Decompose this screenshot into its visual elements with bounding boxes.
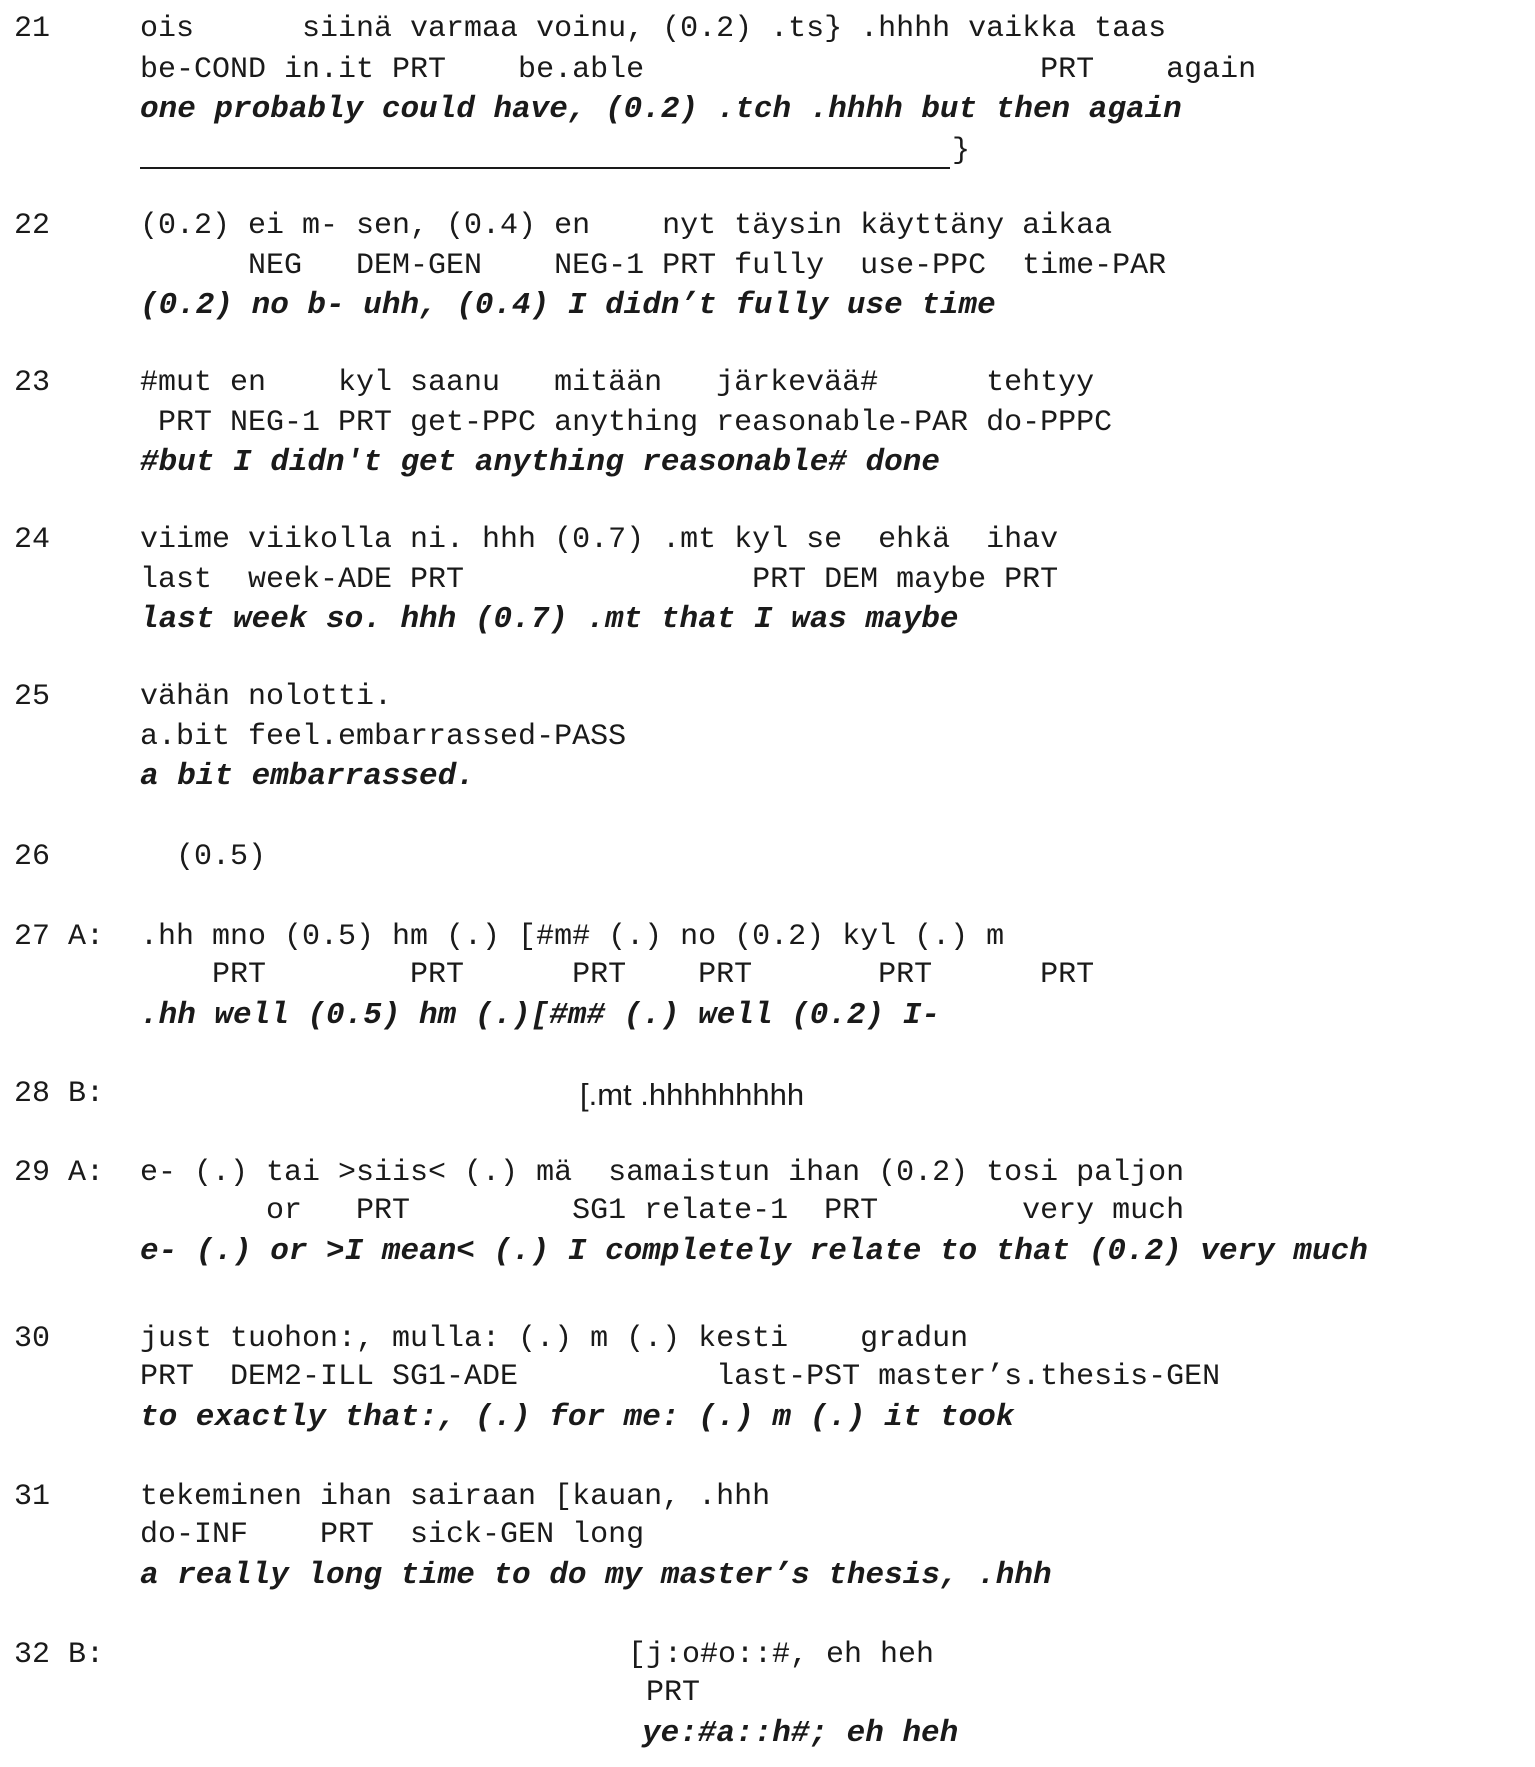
line-original: vähän nolotti. xyxy=(140,680,393,714)
line-original: just tuohon:, mulla: (.) m (.) kesti gradun xyxy=(140,1322,969,1356)
line-original: ois siinä varmaa voinu, (0.2) .ts} .hhhh vaikka taas xyxy=(140,12,1167,46)
line-original: tekeminen ihan sairaan [kauan, .hhh xyxy=(140,1480,771,1514)
line-number: 24 xyxy=(14,523,51,557)
line-translation: ye:#a::h#; eh heh xyxy=(642,1716,959,1751)
line-gloss: be-COND in.it PRT be.able PRT again xyxy=(140,53,1257,87)
line-number: 29 A: xyxy=(14,1156,105,1190)
line-gloss: PRT DEM2-ILL SG1-ADE last-PST master’s.thesis-GEN xyxy=(140,1360,1221,1394)
line-gloss: or PRT SG1 relate-1 PRT very much xyxy=(140,1194,1185,1228)
line-original: .hh mno (0.5) hm (.) [#m# (.) no (0.2) kyl (.) m xyxy=(140,920,1005,954)
overlap-underline xyxy=(140,167,950,169)
line-translation: last week so. hhh (0.7) .mt that I was maybe xyxy=(140,602,959,637)
line-translation: (0.2) no b- uhh, (0.4) I didn’t fully use time xyxy=(140,288,996,323)
line-original: (0.2) ei m- sen, (0.4) en nyt täysin käyttäny aikaa xyxy=(140,209,1113,243)
line-gloss: last week-ADE PRT PRT DEM maybe PRT xyxy=(140,563,1059,597)
line-gloss: PRT PRT PRT PRT PRT PRT xyxy=(140,958,1095,992)
brace-mark: } xyxy=(952,134,971,168)
line-number: 28 B: xyxy=(14,1077,105,1111)
line-gloss: PRT xyxy=(628,1676,701,1710)
line-number: 22 xyxy=(14,209,51,243)
line-translation: one probably could have, (0.2) .tch .hhhh but then again xyxy=(140,92,1182,127)
line-original: [j:o#o::#, eh heh xyxy=(628,1638,935,1672)
line-original: (0.5) xyxy=(140,840,267,874)
line-translation: to exactly that:, (.) for me: (.) m (.) it took xyxy=(140,1400,1015,1435)
line-number: 30 xyxy=(14,1322,51,1356)
line-original: #mut en kyl saanu mitään järkevää# tehtyy xyxy=(140,366,1095,400)
line-gloss: do-INF PRT sick-GEN long xyxy=(140,1518,645,1552)
line-number: 31 xyxy=(14,1480,51,1514)
line-number: 21 xyxy=(14,12,51,46)
line-original: e- (.) tai >siis< (.) mä samaistun ihan (0.2) tosi paljon xyxy=(140,1156,1185,1190)
line-translation: a bit embarrassed. xyxy=(140,759,475,794)
line-gloss: a.bit feel.embarrassed-PASS xyxy=(140,720,627,754)
line-translation: e- (.) or >I mean< (.) I completely relate to that (0.2) very much xyxy=(140,1234,1368,1269)
line-original: [.mt .hhhhhhhhh xyxy=(580,1077,805,1112)
line-translation: #but I didn't get anything reasonable# done xyxy=(140,445,940,480)
line-number: 25 xyxy=(14,680,51,714)
line-number: 26 xyxy=(14,840,51,874)
line-gloss: NEG DEM-GEN NEG-1 PRT fully use-PPC time-PAR xyxy=(140,249,1167,283)
line-gloss: PRT NEG-1 PRT get-PPC anything reasonable-PAR do-PPPC xyxy=(140,406,1113,440)
line-number: 32 B: xyxy=(14,1638,105,1672)
line-number: 23 xyxy=(14,366,51,400)
line-translation: a really long time to do my master’s thesis, .hhh xyxy=(140,1558,1052,1593)
line-number: 27 A: xyxy=(14,920,105,954)
line-original: viime viikolla ni. hhh (0.7) .mt kyl se ehkä ihav xyxy=(140,523,1059,557)
line-translation: .hh well (0.5) hm (.)[#m# (.) well (0.2) I- xyxy=(140,998,940,1033)
